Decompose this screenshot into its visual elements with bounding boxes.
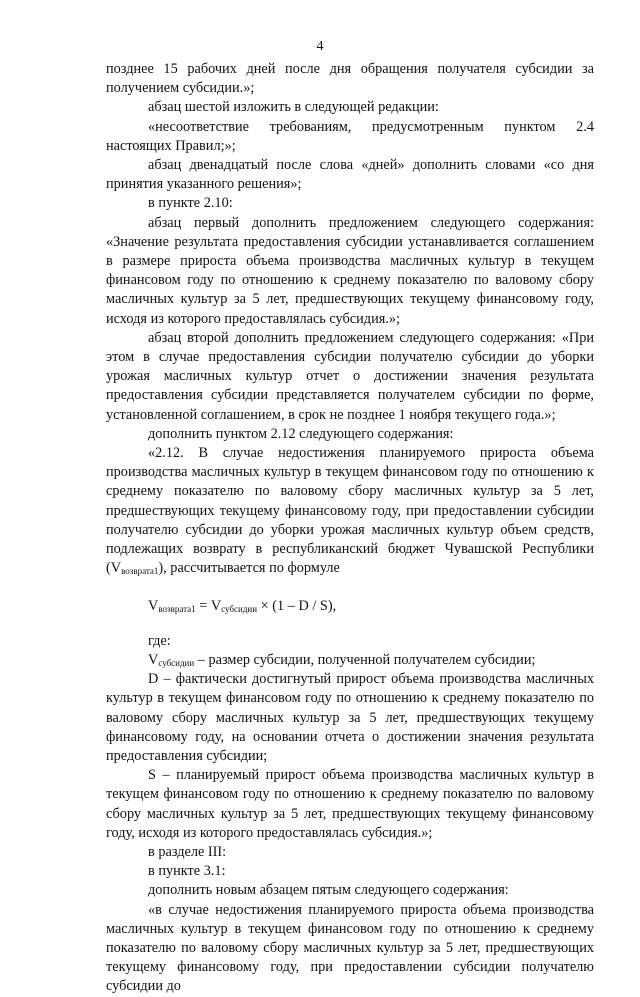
formula-rest: × (1 – D / S), [257, 598, 337, 615]
paragraph: позднее 15 рабочих дней после дня обращения получателя субсидии за получением субсидии.»; [106, 61, 594, 97]
document-body [106, 60, 594, 997]
definition-v-text: – размер субсидии, полученной получателем субсидии; [194, 651, 536, 668]
where-label: где: [148, 632, 171, 649]
paragraph: абзац второй дополнить предложением следующего содержания: «При этом в случае предоставления субсидии получателю субсидии до уборки урожая масличных культур отчет о достижении значения результата предоставления субсидии представляется получателем субсидии по форме, установленной соглашением, в срок не позднее 1 ноября текущего года.»; [106, 329, 594, 423]
paragraph-2-12-tail: ), рассчитывается по формуле [158, 560, 340, 577]
formula [148, 597, 594, 616]
paragraph: «несоответствие требованиям, предусмотренным пунктом 2.4 настоящих Правил;»; [106, 118, 594, 154]
page-number: 4 [316, 39, 324, 54]
formula-rhs-symbol: V [210, 598, 222, 615]
definition-v-symbol: V [148, 651, 159, 668]
paragraph: абзац двенадцатый после слова «дней» дополнить словами «со дня принятия указанного решения»; [106, 157, 594, 193]
paragraph: дополнить пунктом 2.12 следующего содержания: [148, 425, 454, 442]
subscript: возврата1 [121, 566, 159, 577]
formula-equals: = [195, 598, 211, 615]
paragraph: «в случае недостижения планируемого прироста объема производства масличных культур в текущем финансовом году по отношению к среднему показателю по валовому сбору масличных культур за 5 лет, предшествующих текущему финансовому году, при предоставлении субсидии получателю субсидии до [106, 901, 594, 995]
paragraph-2-12 [106, 444, 594, 578]
paragraph-2-12-text: «2.12. В случае недостижения планируемого прироста объема производства масличных культур в текущем финансовом году по отношению к среднему показателю по валовому сбору масличных культур за 5 лет, предшествующих текущему финансовому году, при предоставлении субсидии получателю субсидии до уборки урожая масличных культур объем средств, подлежащих возврату в республиканский бюджет Чувашской Республики (V [106, 445, 594, 577]
paragraph: в пункте 3.1: [148, 863, 226, 880]
definition-s: S – планируемый прирост объема производства масличных культур в текущем финансовом году по отношению к среднему показателю по валовому сбору масличных культур за 5 лет, предшествующих текущему финансовому году, исходя из которого предоставлялась субсидия.»; [106, 767, 594, 841]
paragraph: в пункте 2.10: [148, 195, 233, 212]
paragraph: абзац шестой изложить в следующей редакции: [148, 99, 439, 116]
formula-lhs-symbol: V [148, 598, 159, 615]
definition-v [106, 651, 594, 670]
paragraph: абзац первый дополнить предложением следующего содержания: «Значение результата предоставления субсидии устанавливается соглашением в размере прироста объема производства масличных культур в текущем финансовом году по отношению к среднему показателю по валовому сбору масличных культур за 5 лет, предшествующих текущему финансовому году, исходя из которого предоставлялась субсидия.»; [106, 214, 594, 327]
definition-v-subscript: субсидии [158, 657, 195, 668]
paragraph: дополнить новым абзацем пятым следующего содержания: [148, 882, 509, 899]
formula-lhs-subscript: возврата1 [158, 604, 196, 615]
definition-d: D – фактически достигнутый прирост объема производства масличных культур в текущем финансовом году по отношению к среднему показателю по валовому сбору масличных культур за 5 лет, предшествующих текущему финансовому году, на основании отчета о достижении значения результата предоставления субсидии; [106, 671, 594, 764]
formula-rhs-subscript: субсидии [221, 604, 258, 615]
paragraph: в разделе III: [148, 843, 227, 860]
